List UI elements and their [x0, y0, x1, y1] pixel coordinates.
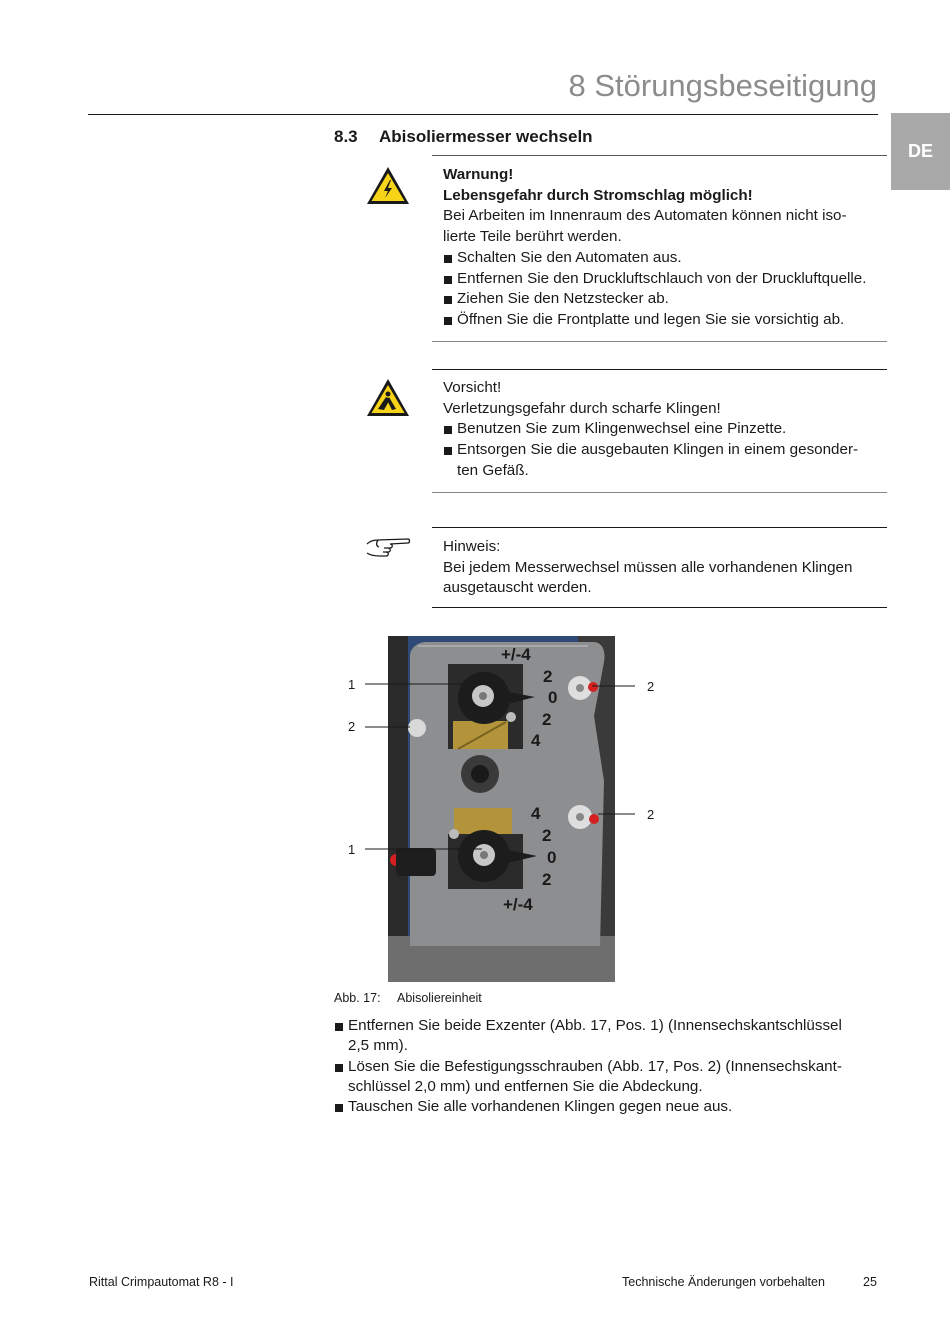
electric-shock-warning-icon [365, 165, 411, 207]
callout-number: 1 [348, 677, 356, 692]
note-top-rule [432, 527, 887, 528]
section-rule [432, 155, 887, 156]
warning-text-line: lierte Teile berührt werden. [443, 228, 622, 246]
dial-scale-label: 4 [531, 731, 541, 750]
warning-item: Schalten Sie den Automaten aus. [443, 248, 883, 269]
caution-heading: Vorsicht! [443, 379, 502, 396]
step-item: Lösen Sie die Befestigungsschrauben (Abb. 17, Pos. 2) (Innensechskant- schlüssel 2,0 mm) und entfernen Sie die Abdeckung. [334, 1057, 864, 1098]
note-bottom-rule [432, 607, 887, 608]
warning-item: Ziehen Sie den Netzstecker ab. [443, 289, 883, 310]
warning-bottom-rule [432, 341, 887, 342]
footer-product: Rittal Crimpautomat R8 - I [89, 1275, 234, 1289]
language-tab: DE [891, 113, 950, 190]
dial-scale-label: +/-4 [501, 645, 531, 664]
section-title: Abisoliermesser wechseln [379, 127, 593, 146]
figure-caption [334, 991, 482, 1005]
step-item: Entfernen Sie beide Exzenter (Abb. 17, Pos. 1) (Innensechskantschlüssel 2,5 mm). [334, 1016, 864, 1057]
section-heading [334, 127, 593, 147]
caution-bottom-rule [432, 492, 887, 493]
callout-lines [360, 675, 680, 865]
callout-number: 1 [348, 842, 356, 857]
caution-item: Entsorgen Sie die ausgebauten Klingen in einem gesonder- ten Gefäß. [443, 440, 883, 481]
caution-top-rule [432, 369, 887, 370]
note-text-line: ausgetauscht werden. [443, 579, 592, 597]
caption-text: Abisoliereinheit [397, 991, 482, 1005]
dial-scale-label: 2 [543, 667, 553, 686]
dial-scale-label: +/-4 [503, 895, 533, 914]
caution-item: Benutzen Sie zum Klingenwechsel eine Pinzette. [443, 419, 883, 440]
caution-subheading: Verletzungsgefahr durch scharfe Klingen! [443, 399, 721, 417]
section-number: 8.3 [334, 127, 358, 146]
warning-item: Öffnen Sie die Frontplatte und legen Sie sie vorsichtig ab. [443, 310, 883, 331]
callout-number: 2 [348, 719, 356, 734]
warning-heading: Warnung! [443, 166, 514, 183]
dial-scale-label: 2 [542, 826, 552, 845]
note-text-line: Bei jedem Messerwechsel müssen alle vorhandenen Klingen [443, 558, 853, 576]
dial-scale-label: 2 [542, 710, 552, 729]
chapter-title: 8 Störungsbeseitigung [568, 68, 877, 103]
dial-scale-label: 2 [542, 870, 552, 889]
warning-notice [443, 165, 883, 331]
cut-hazard-warning-icon [365, 377, 411, 419]
warning-text-line: Bei Arbeiten im Innenraum des Automaten können nicht iso- [443, 207, 847, 225]
note-heading: Hinweis: [443, 538, 501, 555]
callout-number: 2 [647, 807, 655, 822]
caution-notice [443, 378, 883, 482]
procedure-steps [334, 1016, 864, 1117]
step-item: Tauschen Sie alle vorhandenen Klingen gegen neue aus. [334, 1097, 864, 1117]
dial-scale-label: 0 [547, 848, 557, 867]
dial-scale-label: 4 [531, 804, 541, 823]
header-rule [88, 114, 878, 115]
note-notice [443, 537, 883, 599]
page-number: 25 [863, 1275, 877, 1289]
dial-scale-label: 0 [548, 688, 558, 707]
warning-subheading: Lebensgefahr durch Stromschlag möglich! [443, 186, 753, 204]
footer-disclaimer: Technische Änderungen vorbehalten [622, 1275, 825, 1289]
callout-number: 2 [647, 679, 655, 694]
pointing-hand-icon [364, 535, 412, 561]
caption-label: Abb. 17: [334, 991, 381, 1005]
warning-item: Entfernen Sie den Druckluftschlauch von der Druckluftquelle. [443, 269, 883, 290]
